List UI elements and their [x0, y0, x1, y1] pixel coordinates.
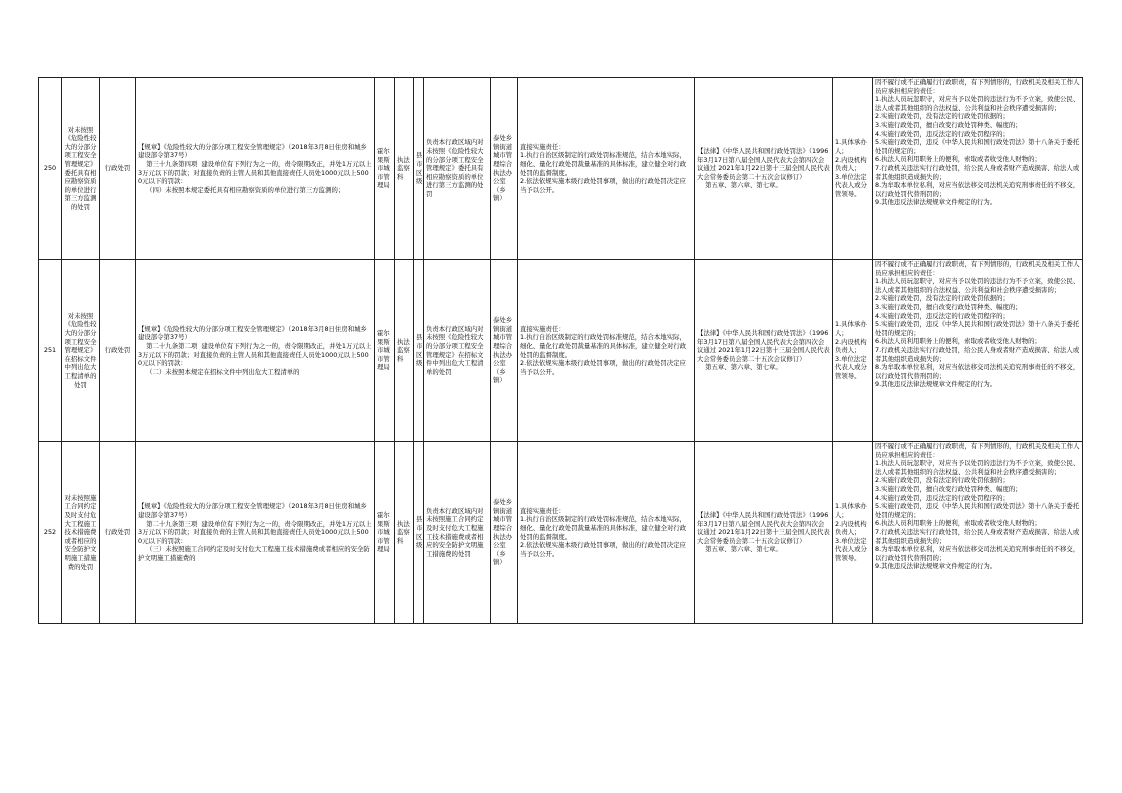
accountability-law-line: 第五章、第六章、第七章。: [697, 363, 782, 372]
legal-basis-line: （四）未按照本规定委托具有相应勘察资质的单位进行第三方监测的；: [138, 185, 345, 194]
responsibility-scope: 负责本行政区域内对未按照施工合同约定及时支付危大工程施工技术措施费或者相应的安全防护文明施工措施费的处罚: [424, 442, 491, 624]
accountability-cases-line: 3.实施行政处罚，擅自改变行政处罚种类、幅度的；: [875, 120, 1022, 129]
responsibility-items-line: 直接实施责任：: [520, 506, 565, 515]
accountability-cases-line: 4.实施行政处罚，违反法定的行政处罚程序的；: [875, 129, 1009, 138]
accountability-cases-line: 6.执法人员利用职务上的便利，索取或者收受他人财物的；: [875, 337, 1041, 346]
implementing-unit: 泰处乡镇街道城市管理综合执法办公室（乡镇）: [491, 260, 518, 442]
accountability-cases-line: 3.实施行政处罚，擅自改变行政处罚种类、幅度的；: [875, 484, 1022, 493]
responsibility-items: [518, 442, 695, 624]
accountability-cases-line: 8.为牟取本单位私利，对应当依法移交司法机关追究刑事责任的不移交，以行政处罚代替刑罚的；: [875, 545, 1080, 562]
accountability-cases-line: 9.其他违反法律法规规章文件规定的行为。: [875, 198, 997, 207]
accountability-law-line: 第五章、第六章、第七章。: [697, 181, 782, 190]
table-row: [39, 260, 1083, 442]
item-type: 行政处罚: [100, 260, 136, 442]
accountability-cases-line: 2.实施行政处罚，没有法定的行政处罚依据的；: [875, 476, 1009, 485]
responsible-section: 执法监察科: [395, 78, 414, 260]
accountability-cases-line: 5.实施行政处罚，违反《中华人民共和国行政处罚法》第十八条关于委托处罚的规定的；: [875, 320, 1080, 337]
responsibility-items-line: 1.执行自治区级制定的行政处罚标准规范，结合本地实际，细化、量化行政处罚裁量基准的具体标准，建立健全对行政处罚的监督制度。: [520, 333, 687, 359]
accountability-cases-line: 6.执法人员利用职务上的便利，索取或者收受他人财物的；: [875, 155, 1041, 164]
responsibility-items-line: 1.执行自治区级制定的行政处罚标准规范，结合本地实际，细化、量化行政处罚裁量基准的具体标准，建立健全对行政处罚的监督制度。: [520, 515, 687, 541]
row-number: 251: [39, 260, 62, 442]
responsibility-items-line: 2.依法依规实施本级行政处罚事项，做出的行政处罚决定应当予以公开。: [520, 177, 686, 194]
item-type: 行政处罚: [100, 442, 136, 624]
implementing-unit: 泰处乡镇街道城市管理综合执法办公室（乡镇）: [491, 78, 518, 260]
responsibility-scope: 负责本行政区域内对未按照《危险性较大的分部分项工程安全管理规定》委托具有相应勘察资质的单位进行第三方监测的处罚: [424, 78, 491, 260]
accountability-law-line: 第五章、第六章、第七章。: [697, 545, 782, 554]
accountability-law: [695, 442, 833, 624]
legal-basis-line: （三）未按照施工合同约定及时支付危大工程施工技术措施费或者相应的安全防护文明施工措施费的: [138, 545, 370, 562]
responsible-department: 霍尔果斯市城市管理局: [375, 442, 395, 624]
admin-level: 县市区级: [414, 78, 424, 260]
accountability-cases-line: 因不履行或不正确履行行政职责，有下列情形的，行政机关及相关工作人员应承担相应的责任：: [875, 78, 1080, 95]
responsibility-items-line: 直接实施责任：: [520, 142, 565, 151]
legal-basis-line: 【规章】《危险性较大的分部分项工程安全管理规定》（2018年3月8日住房和城乡建设部令第37号）: [138, 502, 367, 520]
accountability-cases-line: 1.执法人员玩忽职守，对应当予以处罚的违法行为不予立案，致使公民、法人或者其他组织的合法权益、公共利益和社会秩序遭受损害的；: [875, 277, 1080, 294]
accountability-cases-line: 2.实施行政处罚，没有法定的行政处罚依据的；: [875, 294, 1009, 303]
accountability-law: [695, 78, 833, 260]
accountability-cases-line: 2.实施行政处罚，没有法定的行政处罚依据的；: [875, 112, 1009, 121]
responsible-persons-line: 3.单位法定代表人或分管领导。: [835, 536, 867, 562]
implementing-unit: 泰处乡镇街道城市管理综合执法办公室（乡镇）: [491, 442, 518, 624]
legal-basis: [136, 260, 375, 442]
legal-basis-line: 第三十九条第四项 建设单位有下列行为之一的，责令限期改正，并处1万元以上3万元以下的罚款；对直接负责的主管人员和其他直接责任人员处1000元以上5000元以下的罚款：: [138, 159, 372, 186]
responsible-persons-line: 2.内设机构负责人；: [835, 519, 867, 537]
accountability-cases-line: 9.其他违反法律法规规章文件规定的行为。: [875, 380, 997, 389]
legal-basis-line: 【规章】《危险性较大的分部分项工程安全管理规定》（2018年3月8日住房和城乡建设部令第37号）: [138, 324, 367, 342]
accountability-cases-line: 7.行政机关违法实行行政处罚，给公民人身或者财产造成损害、给法人或者其他组织造成损失的；: [875, 163, 1080, 181]
table-row: [39, 78, 1083, 260]
accountability-cases: [873, 260, 1083, 442]
legal-basis-line: （二）未按照本规定在招标文件中列出危大工程清单的: [138, 367, 300, 376]
accountability-law-line: 【法律】《中华人民共和国行政处罚法》（1996年3月17日第八届全国人民代表大会第四次会议通过 2021年1月22日第十三届全国人民代表大会常务委员会第二十五次会议修订）: [697, 329, 830, 363]
accountability-cases-line: 因不履行或不正确履行行政职责，有下列情形的，行政机关及相关工作人员应承担相应的责任：: [875, 260, 1080, 277]
responsible-persons-line: 3.单位法定代表人或分管领导。: [835, 172, 867, 198]
accountability-cases-line: 4.实施行政处罚，违反法定的行政处罚程序的；: [875, 493, 1009, 502]
responsible-persons: [833, 78, 873, 260]
responsibility-items-line: 2.依法依规实施本级行政处罚事项，做出的行政处罚决定应当予以公开。: [520, 359, 686, 376]
item-type: 行政处罚: [100, 78, 136, 260]
responsibility-items-line: 直接实施责任：: [520, 324, 565, 333]
responsible-section: 执法监察科: [395, 260, 414, 442]
admin-level: 县市区级: [414, 442, 424, 624]
legal-basis: [136, 442, 375, 624]
responsible-persons-line: 3.单位法定代表人或分管领导。: [835, 354, 867, 380]
responsibility-items: [518, 260, 695, 442]
item-name: 对未按照《危险性较大的分部分项工程安全管理规定》在招标文件中列出危大工程清单的处罚: [62, 260, 100, 442]
responsibility-items-line: 1.执行自治区级制定的行政处罚标准规范，结合本地实际，细化、量化行政处罚裁量基准的具体标准，建立健全对行政处罚的监督制度。: [520, 151, 687, 177]
responsible-persons-line: 1.具体承办人；: [835, 502, 867, 520]
responsible-persons-line: 1.具体承办人；: [835, 138, 867, 156]
accountability-cases-line: 因不履行或不正确履行行政职责，有下列情形的，行政机关及相关工作人员应承担相应的责任：: [875, 442, 1080, 459]
responsibility-scope: 负责本行政区域内对未按照《危险性较大的分部分项工程安全管理规定》在招标文件中列出危大工程清单的处罚: [424, 260, 491, 442]
table-row: [39, 442, 1083, 624]
legal-basis: [136, 78, 375, 260]
accountability-cases-line: 1.执法人员玩忽职守，对应当予以处罚的违法行为不予立案，致使公民、法人或者其他组织的合法权益、公共利益和社会秩序遭受损害的；: [875, 459, 1080, 476]
responsible-persons-line: 1.具体承办人；: [835, 320, 867, 338]
responsible-department: 霍尔果斯市城市管理局: [375, 260, 395, 442]
responsible-section: 执法监察科: [395, 442, 414, 624]
responsibility-items: [518, 78, 695, 260]
legal-basis-line: 第二十九条第二项 建设单位有下列行为之一的，责令限期改正，并处1万元以上3万元以下的罚款；对直接负责的主管人员和其他直接责任人员处1000元以上5000元以下的罚款：: [138, 341, 372, 368]
accountability-cases-line: 7.行政机关违法实行行政处罚，给公民人身或者财产造成损害、给法人或者其他组织造成损失的；: [875, 527, 1080, 545]
accountability-cases-line: 3.实施行政处罚，擅自改变行政处罚种类、幅度的；: [875, 302, 1022, 311]
legal-basis-line: 第二十九条第三项 建设单位有下列行为之一的，责令限期改正，并处1万元以上3万元以下的罚款；对直接负责的主管人员和其他直接责任人员处1000元以上5000元以下的罚款：: [138, 519, 372, 545]
accountability-cases-line: 9.其他违反法律法规规章文件规定的行为。: [875, 562, 997, 571]
accountability-cases: [873, 78, 1083, 260]
accountability-cases: [873, 442, 1083, 624]
responsible-persons: [833, 442, 873, 624]
item-name: 对未按照施工合同约定及时支付危大工程施工技术措施费或者相应的安全防护文明施工措施费的处罚: [62, 442, 100, 624]
accountability-cases-line: 5.实施行政处罚，违反《中华人民共和国行政处罚法》第十八条关于委托处罚的规定的；: [875, 502, 1080, 519]
row-number: 250: [39, 78, 62, 260]
responsible-department: 霍尔果斯市城市管理局: [375, 78, 395, 260]
item-name: 对未按照《危险性较大的分部分项工程安全管理规定》委托具有相应勘察资质的单位进行第三方监测的处罚: [62, 78, 100, 260]
responsible-persons-line: 2.内设机构负责人；: [835, 337, 867, 355]
accountability-law-line: 【法律】《中华人民共和国行政处罚法》（1996年3月17日第八届全国人民代表大会第四次会议通过 2021年1月22日第十三届全国人民代表大会常务委员会第二十五次会议修订）: [697, 147, 830, 181]
accountability-law: [695, 260, 833, 442]
responsible-persons: [833, 260, 873, 442]
accountability-cases-line: 8.为牟取本单位私利，对应当依法移交司法机关追究刑事责任的不移交，以行政处罚代替刑罚的；: [875, 181, 1080, 198]
accountability-cases-line: 1.执法人员玩忽职守，对应当予以处罚的违法行为不予立案，致使公民、法人或者其他组织的合法权益、公共利益和社会秩序遭受损害的；: [875, 95, 1080, 112]
accountability-cases-line: 8.为牟取本单位私利，对应当依法移交司法机关追究刑事责任的不移交，以行政处罚代替刑罚的；: [875, 363, 1080, 380]
row-number: 252: [39, 442, 62, 624]
accountability-cases-line: 7.行政机关违法实行行政处罚，给公民人身或者财产造成损害、给法人或者其他组织造成损失的；: [875, 345, 1080, 363]
responsibility-table: [38, 77, 1083, 624]
legal-basis-line: 【规章】《危险性较大的分部分项工程安全管理规定》（2018年3月8日住房和城乡建设部令第37号）: [138, 142, 367, 160]
accountability-cases-line: 5.实施行政处罚，违反《中华人民共和国行政处罚法》第十八条关于委托处罚的规定的；: [875, 138, 1080, 155]
admin-level: 县市区级: [414, 260, 424, 442]
responsible-persons-line: 2.内设机构负责人；: [835, 155, 867, 173]
responsibility-items-line: 2.依法依规实施本级行政处罚事项，做出的行政处罚决定应当予以公开。: [520, 541, 686, 558]
accountability-cases-line: 6.执法人员利用职务上的便利，索取或者收受他人财物的；: [875, 519, 1041, 528]
accountability-cases-line: 4.实施行政处罚，违反法定的行政处罚程序的；: [875, 311, 1009, 320]
accountability-law-line: 【法律】《中华人民共和国行政处罚法》（1996年3月17日第八届全国人民代表大会第四次会议通过 2021年1月22日第十三届全国人民代表大会常务委员会第二十五次会议修订）: [697, 511, 830, 545]
